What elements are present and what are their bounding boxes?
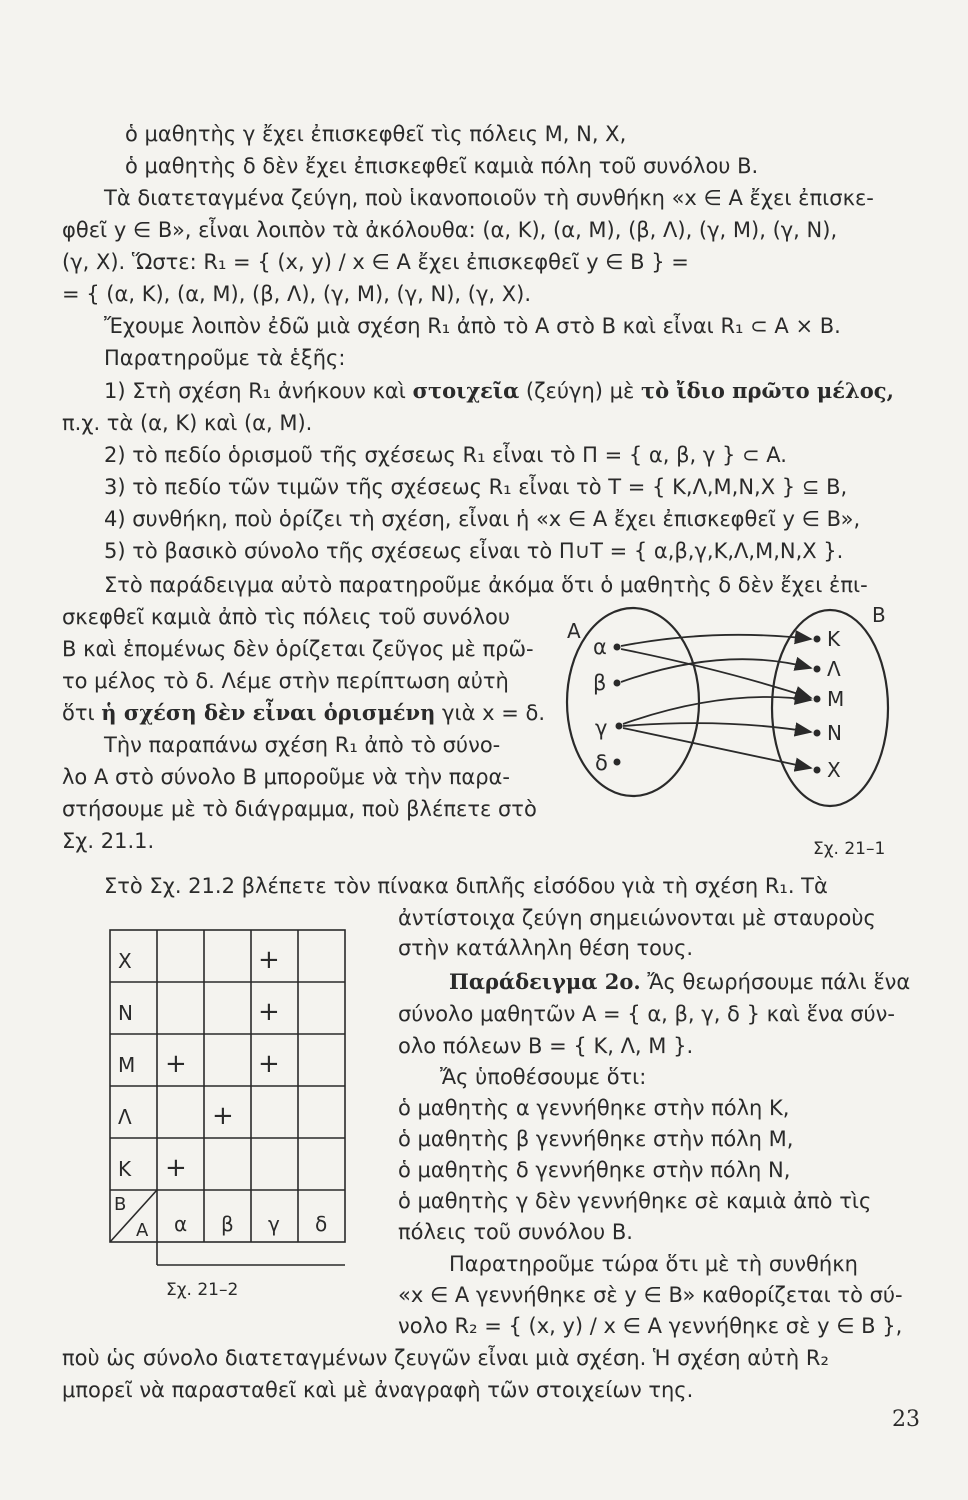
row-label-N: Ν — [118, 1001, 133, 1025]
text-line: Σχ. 21.1. — [62, 829, 155, 853]
element-M: Μ — [827, 687, 845, 711]
line-text: ὅτι — [62, 701, 102, 725]
double-entry-table — [100, 920, 390, 1310]
text-line: Ἄς ὑποθέσουμε ὅτι: — [440, 1065, 647, 1089]
text-line: ποὺ ὡς σύνολο διατεταγμένων ζευγῶν εἶναι μιὰ σχέση. Ἡ σχέση αὐτὴ R₂ — [62, 1346, 829, 1370]
element-alpha: α — [593, 635, 607, 659]
row-label-M: Μ — [118, 1053, 136, 1077]
set-a-ellipse — [567, 608, 699, 796]
figure-caption: Σχ. 21–2 — [166, 1280, 239, 1300]
text-line: φθεῖ y ∈ B», εἶναι λοιπὸν τὰ ἀκόλουθα: (α, Κ), (α, Μ), (β, Λ), (γ, Μ), (γ, Ν), — [62, 218, 838, 242]
element-K: Κ — [827, 627, 841, 651]
element-N: Ν — [827, 721, 842, 745]
example-title: Παράδειγμα 2ο. — [449, 969, 641, 994]
text-line: π.χ. τὰ (α, Κ) καὶ (α, Μ). — [62, 411, 313, 435]
text-line — [62, 699, 545, 727]
list-item: 3) τὸ πεδίο τῶν τιμῶν τῆς σχέσεως R₁ εἶναι τὸ Τ = { Κ,Λ,Μ,Ν,Χ } ⊆ B, — [104, 475, 848, 499]
point-X — [814, 767, 821, 774]
col-label-beta: β — [221, 1212, 234, 1236]
col-label-gamma: γ — [268, 1212, 280, 1236]
corner-label-B: Β — [114, 1194, 127, 1215]
list-item-1 — [104, 377, 894, 405]
list-text: 1) Στὴ σχέση R₁ ἀνήκουν καὶ — [104, 379, 413, 403]
point-delta — [614, 759, 621, 766]
corner-label-A: Α — [136, 1220, 149, 1241]
text-line: ὁ μαθητὴς γ ἔχει ἐπισκεφθεῖ τὶς πόλεις Μ, Ν, Χ, — [125, 122, 627, 146]
text-line: Στὸ Σχ. 21.2 βλέπετε τὸν πίνακα διπλῆς εἰσόδου γιὰ τὴ σχέση R₁. Τὰ — [104, 874, 828, 898]
row-label-L: Λ — [118, 1105, 132, 1129]
text-line: ὁ μαθητὴς δ δὲν ἔχει ἐπισκεφθεῖ καμιὰ πόλη τοῦ συνόλου Β. — [125, 154, 759, 178]
arrow-gamma-M — [623, 697, 811, 724]
example-heading — [449, 968, 910, 996]
text-line: ὁ μαθητὴς β γεννήθηκε στὴν πόλη Μ, — [398, 1127, 794, 1151]
text-line: Ἔχουμε λοιπὸν ἐδῶ μιὰ σχέση R₁ ἀπὸ τὸ Α στὸ Β καὶ εἶναι R₁ ⊂ A × B. — [104, 314, 841, 338]
list-text: (ζεύγη) μὲ — [519, 379, 642, 403]
element-delta: δ — [595, 751, 608, 775]
row-label-K: Κ — [118, 1157, 132, 1181]
row-label-X: Χ — [118, 949, 132, 973]
arrow-alpha-K — [621, 635, 811, 646]
point-K — [814, 636, 821, 643]
plus-mark-gamma-M: + — [258, 1049, 280, 1079]
list-item: 4) συνθήκη, ποὺ ὁρίζει τὴ σχέση, εἶναι ἡ «x ∈ A ἔχει ἐπισκεφθεῖ y ∈ B», — [104, 507, 861, 531]
line-text: γιὰ x = δ. — [435, 701, 545, 725]
arrow-gamma-N — [623, 723, 811, 732]
text-line: Στὸ παράδειγμα αὐτὸ παρατηροῦμε ἀκόμα ὅτι ὁ μαθητὴς δ δὲν ἔχει ἐπι- — [104, 573, 868, 597]
set-b-label: B — [872, 603, 886, 627]
text-line: πόλεις τοῦ συνόλου Β. — [398, 1220, 633, 1244]
point-alpha — [614, 644, 621, 651]
set-a-label: A — [567, 619, 581, 643]
text-line: στὴν κατάλληλη θέση τους. — [398, 936, 694, 960]
point-gamma — [616, 723, 623, 730]
text-line: το μέλος τὸ δ. Λέμε στὴν περίπτωση αὐτὴ — [62, 669, 509, 693]
text-line: ὁ μαθητὴς δ γεννήθηκε στὴν πόλη Ν, — [398, 1158, 791, 1182]
text-line: ολο πόλεων Β = { Κ, Λ, Μ }. — [398, 1034, 694, 1058]
point-M — [814, 696, 821, 703]
arrow-gamma-X — [623, 728, 811, 768]
text-line: στήσουμε μὲ τὸ διάγραμμα, ποὺ βλέπετε στὸ — [62, 797, 537, 821]
element-beta: β — [593, 671, 607, 695]
text-line: ὁ μαθητὴς γ δὲν γεννήθηκε σὲ καμιὰ ἀπὸ τὶς — [398, 1189, 872, 1213]
text-line: Παρατηροῦμε τώρα ὅτι μὲ τὴ συνθήκη — [449, 1252, 858, 1276]
line-text: Ἄς θεωρήσουμε πάλι ἕνα — [640, 970, 911, 994]
list-item: 5) τὸ βασικὸ σύνολο τῆς σχέσεως εἶναι τὸ Π∪Τ = { α,β,γ,Κ,Λ,Μ,Ν,Χ }. — [104, 539, 844, 563]
figure-caption: Σχ. 21–1 — [813, 839, 886, 859]
relation-arrow-diagram — [555, 600, 915, 870]
point-L — [814, 666, 821, 673]
plus-mark-gamma-X: + — [258, 945, 280, 975]
list-item: 2) τὸ πεδίο ὁρισμοῦ τῆς σχέσεως R₁ εἶναι τὸ Π = { α, β, γ } ⊂ A. — [104, 443, 787, 467]
bold-term: ἡ σχέση δὲν εἶναι ὁρισμένη — [101, 700, 436, 725]
col-label-alpha: α — [174, 1212, 188, 1236]
text-line: σκεφθεῖ καμιὰ ἀπὸ τὶς πόλεις τοῦ συνόλου — [62, 605, 510, 629]
bold-term: στοιχεῖα — [412, 378, 520, 403]
text-line: λο Α στὸ σύνολο Β μποροῦμε νὰ τὴν παρα- — [62, 765, 510, 789]
text-line: ἀντίστοιχα ζεύγη σημειώνονται μὲ σταυροὺς — [398, 906, 876, 930]
text-line: Β καὶ ἑπομένως δὲν ὁρίζεται ζεῦγος μὲ πρῶ- — [62, 637, 534, 661]
plus-mark-gamma-N: + — [258, 997, 280, 1027]
element-L: Λ — [827, 657, 841, 681]
element-gamma: γ — [595, 716, 608, 740]
element-X: Χ — [827, 758, 841, 782]
point-beta — [614, 680, 621, 687]
bold-term: τὸ ἴδιο πρῶτο μέλος, — [641, 378, 894, 403]
plus-mark-alpha-K: + — [165, 1153, 187, 1183]
text-line: μπορεῖ νὰ παρασταθεῖ καὶ μὲ ἀναγραφὴ τῶν στοιχείων της. — [62, 1378, 694, 1402]
plus-mark-alpha-M: + — [165, 1049, 187, 1079]
text-line: ὁ μαθητὴς α γεννήθηκε στὴν πόλη Κ, — [398, 1096, 790, 1120]
text-line: Παρατηροῦμε τὰ ἑξῆς: — [104, 346, 346, 370]
text-line: = { (α, Κ), (α, Μ), (β, Λ), (γ, Μ), (γ, Ν), (γ, Χ). — [62, 282, 531, 306]
text-line: νολο R₂ = { (x, y) / x ∈ A γεννήθηκε σὲ y ∈ B }, — [398, 1314, 903, 1338]
text-line: «x ∈ A γεννήθηκε σὲ y ∈ B» καθορίζεται τὸ σύ- — [398, 1283, 903, 1307]
col-label-delta: δ — [315, 1212, 328, 1236]
point-N — [814, 730, 821, 737]
text-line: (γ, Χ). Ὥστε: R₁ = { (x, y) / x ∈ A ἔχει ἐπισκεφθεῖ y ∈ B } = — [62, 250, 689, 274]
text-line: σύνολο μαθητῶν Α = { α, β, γ, δ } καὶ ἕνα σύν- — [398, 1002, 895, 1026]
text-line: Τὰ διατεταγμένα ζεύγη, ποὺ ἱκανοποιοῦν τὴ συνθήκη «x ∈ A ἔχει ἐπισκε- — [104, 186, 874, 210]
page-number: 23 — [892, 1407, 920, 1432]
plus-mark-beta-L: + — [212, 1101, 234, 1131]
text-line: Τὴν παραπάνω σχέση R₁ ἀπὸ τὸ σύνο- — [104, 733, 501, 757]
